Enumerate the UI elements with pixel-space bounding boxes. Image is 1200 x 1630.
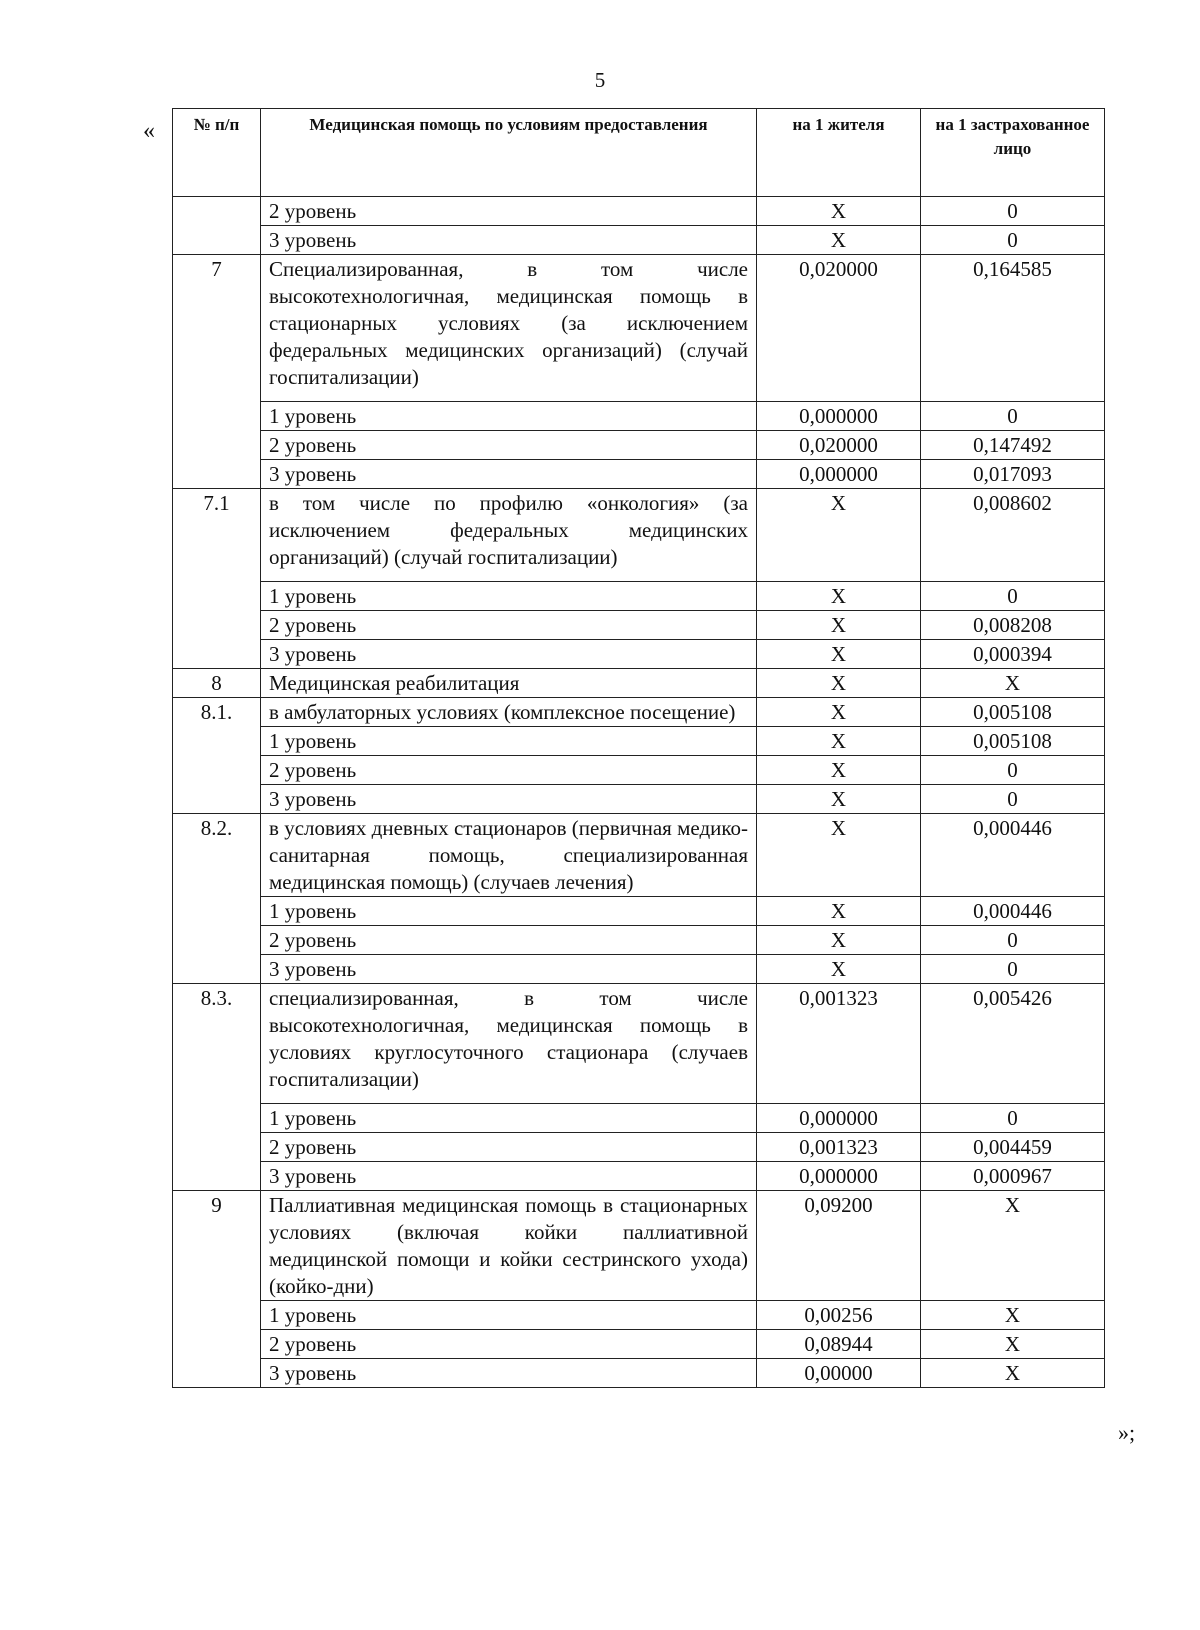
row-per-insured: 0,147492 bbox=[921, 431, 1105, 460]
row-per-resident: 0,00000 bbox=[757, 1359, 921, 1388]
table-header-row bbox=[173, 109, 1105, 197]
row-per-insured: 0,005108 bbox=[921, 698, 1105, 727]
table-row bbox=[173, 489, 1105, 582]
row-care-type: специализированная, в том числе высокотехнологичная, медицинская помощь в условиях круглосуточного стационара (случаев госпитализации) bbox=[261, 984, 757, 1104]
row-care-type: 1 уровень bbox=[261, 897, 757, 926]
header-number: № п/п bbox=[173, 109, 261, 197]
table-row bbox=[173, 1359, 1105, 1388]
row-care-type: 3 уровень bbox=[261, 1162, 757, 1191]
row-per-resident: Х bbox=[757, 611, 921, 640]
row-care-type: 3 уровень bbox=[261, 955, 757, 984]
table-row bbox=[173, 197, 1105, 226]
row-per-resident: Х bbox=[757, 897, 921, 926]
row-per-resident: Х bbox=[757, 955, 921, 984]
table-row bbox=[173, 984, 1105, 1104]
row-per-insured: 0,004459 bbox=[921, 1133, 1105, 1162]
row-per-insured: 0,008208 bbox=[921, 611, 1105, 640]
row-per-insured: 0 bbox=[921, 756, 1105, 785]
row-per-resident: Х bbox=[757, 669, 921, 698]
row-per-insured: 0 bbox=[921, 226, 1105, 255]
row-per-insured: 0,000394 bbox=[921, 640, 1105, 669]
table-row bbox=[173, 431, 1105, 460]
row-per-resident: 0,000000 bbox=[757, 402, 921, 431]
row-per-resident: 0,020000 bbox=[757, 255, 921, 402]
row-per-insured: 0 bbox=[921, 926, 1105, 955]
page-number: 5 bbox=[594, 68, 606, 92]
row-number: 8.2. bbox=[173, 814, 261, 984]
row-per-resident: 0,001323 bbox=[757, 1133, 921, 1162]
row-per-resident: Х bbox=[757, 926, 921, 955]
row-number bbox=[173, 197, 261, 255]
table-row bbox=[173, 727, 1105, 756]
table-row bbox=[173, 1133, 1105, 1162]
row-per-insured: 0 bbox=[921, 1104, 1105, 1133]
row-per-insured: 0 bbox=[921, 955, 1105, 984]
table-row bbox=[173, 785, 1105, 814]
row-per-insured: 0 bbox=[921, 785, 1105, 814]
table-row bbox=[173, 226, 1105, 255]
row-per-insured: Х bbox=[921, 1359, 1105, 1388]
table-row bbox=[173, 814, 1105, 897]
table-row bbox=[173, 1104, 1105, 1133]
row-per-resident: 0,000000 bbox=[757, 1104, 921, 1133]
header-care-type: Медицинская помощь по условиям предоставления bbox=[261, 109, 757, 197]
row-per-insured: Х bbox=[921, 1330, 1105, 1359]
row-care-type: 1 уровень bbox=[261, 1301, 757, 1330]
row-per-resident: Х bbox=[757, 814, 921, 897]
row-care-type: 2 уровень bbox=[261, 926, 757, 955]
row-per-insured: 0,164585 bbox=[921, 255, 1105, 402]
row-per-insured: 0,008602 bbox=[921, 489, 1105, 582]
row-per-resident: 0,00256 bbox=[757, 1301, 921, 1330]
row-per-resident: 0,08944 bbox=[757, 1330, 921, 1359]
row-per-resident: Х bbox=[757, 727, 921, 756]
table-row bbox=[173, 1191, 1105, 1301]
row-per-resident: 0,020000 bbox=[757, 431, 921, 460]
row-per-insured: Х bbox=[921, 1191, 1105, 1301]
row-number: 8.1. bbox=[173, 698, 261, 814]
table-row bbox=[173, 582, 1105, 611]
row-care-type: 1 уровень bbox=[261, 1104, 757, 1133]
row-number: 7 bbox=[173, 255, 261, 489]
table-row bbox=[173, 756, 1105, 785]
row-per-resident: Х bbox=[757, 785, 921, 814]
row-care-type: 1 уровень bbox=[261, 582, 757, 611]
row-per-resident: Х bbox=[757, 582, 921, 611]
table-row bbox=[173, 698, 1105, 727]
row-care-type: 3 уровень bbox=[261, 640, 757, 669]
row-care-type: 3 уровень bbox=[261, 785, 757, 814]
row-per-resident: 0,000000 bbox=[757, 460, 921, 489]
row-number: 8 bbox=[173, 669, 261, 698]
row-care-type: Специализированная, в том числе высокотехнологичная, медицинская помощь в стационарных условиях (за исключением федеральных медицинских организаций) (случай госпитализации) bbox=[261, 255, 757, 402]
row-care-type: 1 уровень bbox=[261, 727, 757, 756]
row-care-type: 2 уровень bbox=[261, 197, 757, 226]
row-care-type: Медицинская реабилитация bbox=[261, 669, 757, 698]
row-care-type: Паллиативная медицинская помощь в стационарных условиях (включая койки паллиативной медицинской помощи и койки сестринского ухода) (койко-дни) bbox=[261, 1191, 757, 1301]
table-row bbox=[173, 1162, 1105, 1191]
row-per-insured: Х bbox=[921, 669, 1105, 698]
table-row bbox=[173, 402, 1105, 431]
row-number: 9 bbox=[173, 1191, 261, 1388]
row-care-type: 2 уровень bbox=[261, 1330, 757, 1359]
row-care-type: 2 уровень bbox=[261, 431, 757, 460]
row-care-type: в том числе по профилю «онкология» (за исключением федеральных медицинских организаций) (случай госпитализации) bbox=[261, 489, 757, 582]
row-per-insured: 0,005426 bbox=[921, 984, 1105, 1104]
table-row bbox=[173, 955, 1105, 984]
row-care-type: 3 уровень bbox=[261, 460, 757, 489]
row-care-type: 2 уровень bbox=[261, 756, 757, 785]
table-row bbox=[173, 1301, 1105, 1330]
table-row bbox=[173, 460, 1105, 489]
row-per-resident: Х bbox=[757, 698, 921, 727]
row-per-resident: 0,09200 bbox=[757, 1191, 921, 1301]
row-per-insured: 0,000446 bbox=[921, 897, 1105, 926]
row-per-insured: 0,005108 bbox=[921, 727, 1105, 756]
header-per-resident: на 1 жителя bbox=[757, 109, 921, 197]
row-per-resident: Х bbox=[757, 197, 921, 226]
table-row bbox=[173, 1330, 1105, 1359]
row-care-type: 1 уровень bbox=[261, 402, 757, 431]
row-care-type: в амбулаторных условиях (комплексное посещение) bbox=[261, 698, 757, 727]
table-row bbox=[173, 897, 1105, 926]
row-per-insured: 0 bbox=[921, 197, 1105, 226]
row-per-insured: 0,017093 bbox=[921, 460, 1105, 489]
table-row bbox=[173, 669, 1105, 698]
row-care-type: 2 уровень bbox=[261, 611, 757, 640]
row-care-type: 2 уровень bbox=[261, 1133, 757, 1162]
table-row bbox=[173, 926, 1105, 955]
header-per-insured: на 1 застрахованное лицо bbox=[921, 109, 1105, 197]
row-per-resident: 0,001323 bbox=[757, 984, 921, 1104]
row-per-insured: 0 bbox=[921, 402, 1105, 431]
row-care-type: 3 уровень bbox=[261, 226, 757, 255]
row-per-resident: Х bbox=[757, 756, 921, 785]
table-body bbox=[173, 197, 1105, 1388]
row-number: 7.1 bbox=[173, 489, 261, 669]
row-per-resident: 0,000000 bbox=[757, 1162, 921, 1191]
table-row bbox=[173, 255, 1105, 402]
row-care-type: 3 уровень bbox=[261, 1359, 757, 1388]
row-number: 8.3. bbox=[173, 984, 261, 1191]
closing-quote-mark: »; bbox=[1118, 1420, 1136, 1445]
table-row bbox=[173, 611, 1105, 640]
row-per-insured: 0,000967 bbox=[921, 1162, 1105, 1191]
row-per-insured: Х bbox=[921, 1301, 1105, 1330]
row-care-type: в условиях дневных стационаров (первичная медико-санитарная помощь, специализированная медицинская помощь) (случаев лечения) bbox=[261, 814, 757, 897]
medical-care-volume-table bbox=[172, 108, 1105, 1388]
table-row bbox=[173, 640, 1105, 669]
opening-quote-mark: « bbox=[143, 118, 155, 144]
row-per-resident: Х bbox=[757, 489, 921, 582]
row-per-resident: Х bbox=[757, 226, 921, 255]
row-per-insured: 0,000446 bbox=[921, 814, 1105, 897]
row-per-insured: 0 bbox=[921, 582, 1105, 611]
row-per-resident: Х bbox=[757, 640, 921, 669]
